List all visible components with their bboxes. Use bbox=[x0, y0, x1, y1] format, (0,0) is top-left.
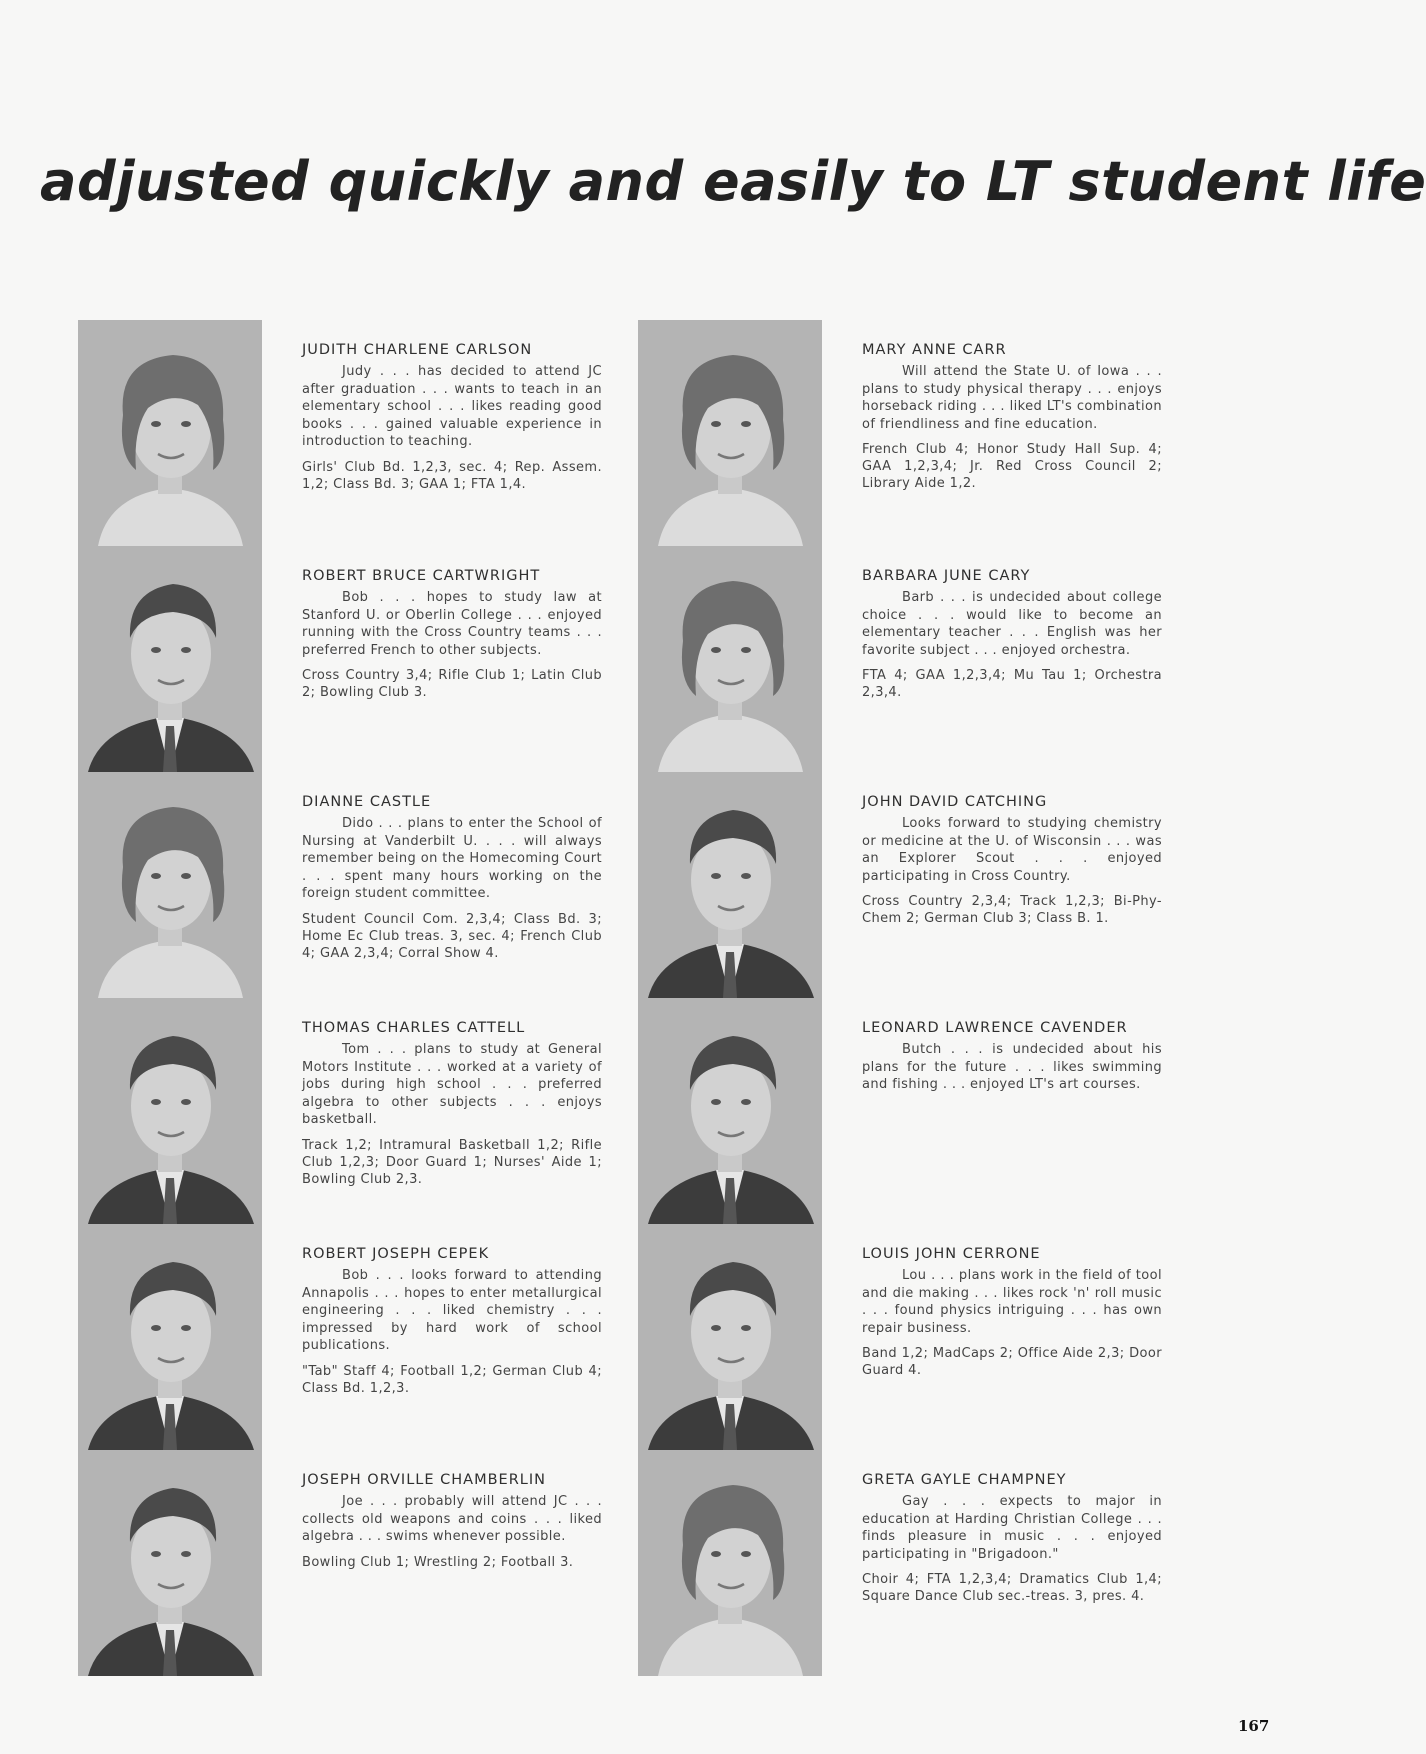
student-info bbox=[302, 568, 602, 701]
student-photo bbox=[78, 1450, 262, 1676]
student-photo bbox=[78, 320, 262, 546]
student-bio: Looks forward to studying chemistry or medicine at the U. of Wisconsin . . . was an Explorer Scout . . . enjoyed participating in Cross Country. bbox=[862, 816, 1162, 884]
student-photo bbox=[638, 546, 822, 772]
student-photo bbox=[78, 772, 262, 998]
right-column bbox=[638, 320, 1178, 1676]
student-name: ROBERT BRUCE CARTWRIGHT bbox=[302, 568, 541, 584]
student-entry bbox=[638, 546, 1178, 772]
student-entry bbox=[638, 772, 1178, 998]
student-entry bbox=[78, 320, 618, 546]
student-name: GRETA GAYLE CHAMPNEY bbox=[862, 1472, 1067, 1488]
student-info bbox=[302, 342, 602, 493]
student-bio: Gay . . . expects to major in education at Harding Christian College . . . finds pleasure in music . . . enjoyed participating in "Brigadoon." bbox=[862, 1494, 1162, 1562]
student-bio: Dido . . . plans to enter the School of Nursing at Vanderbilt U. . . . will always remember being on the Homecoming Court . . . spent many hours working on the foreign student committee. bbox=[302, 816, 602, 901]
student-entry bbox=[78, 1450, 618, 1676]
student-name: THOMAS CHARLES CATTELL bbox=[302, 1020, 526, 1036]
student-activities: "Tab" Staff 4; Football 1,2; German Club 4; Class Bd. 1,2,3. bbox=[302, 1363, 602, 1396]
student-photo bbox=[638, 320, 822, 546]
student-bio: Bob . . . looks forward to attending Annapolis . . . hopes to enter metallurgical engineering . . . liked chemistry . . . impressed by hard work of school publications. bbox=[302, 1268, 602, 1353]
student-entry bbox=[638, 1450, 1178, 1676]
student-bio: Butch . . . is undecided about his plans for the future . . . likes swimming and fishing . . . enjoyed LT's art courses. bbox=[862, 1042, 1162, 1092]
student-entry bbox=[78, 1224, 618, 1450]
student-name: JOHN DAVID CATCHING bbox=[862, 794, 1048, 810]
student-name: LEONARD LAWRENCE CAVENDER bbox=[862, 1020, 1128, 1036]
left-column bbox=[78, 320, 618, 1676]
student-activities: Track 1,2; Intramural Basketball 1,2; Rifle Club 1,2,3; Door Guard 1; Nurses' Aide 1; Bowling Club 2,3. bbox=[302, 1137, 602, 1187]
student-entry bbox=[638, 1224, 1178, 1450]
student-name: JOSEPH ORVILLE CHAMBERLIN bbox=[302, 1472, 546, 1488]
student-name: MARY ANNE CARR bbox=[862, 342, 1007, 358]
student-activities: FTA 4; GAA 1,2,3,4; Mu Tau 1; Orchestra 2,3,4. bbox=[862, 668, 1162, 700]
student-photo bbox=[638, 1450, 822, 1676]
student-name: ROBERT JOSEPH CEPEK bbox=[302, 1246, 490, 1262]
student-name: LOUIS JOHN CERRONE bbox=[862, 1246, 1041, 1262]
student-name: DIANNE CASTLE bbox=[302, 794, 432, 810]
student-bio: Will attend the State U. of Iowa . . . plans to study physical therapy . . . enjoys horseback riding . . . liked LT's combination of friendliness and fine education. bbox=[862, 364, 1162, 432]
student-name: JUDITH CHARLENE CARLSON bbox=[302, 342, 533, 358]
student-info bbox=[302, 1020, 602, 1188]
student-bio: Lou . . . plans work in the field of tool and die making . . . likes rock 'n' roll music . . . found physics intriguing . . . has own repair business. bbox=[862, 1268, 1162, 1336]
student-photo bbox=[78, 546, 262, 772]
page-title: adjusted quickly and easily to LT student life bbox=[40, 150, 1426, 213]
student-info bbox=[302, 1246, 602, 1397]
student-photo bbox=[78, 1224, 262, 1450]
student-activities: Cross Country 3,4; Rifle Club 1; Latin Club 2; Bowling Club 3. bbox=[302, 668, 602, 700]
student-info bbox=[862, 568, 1162, 701]
student-bio: Joe . . . probably will attend JC . . . collects old weapons and coins . . . liked algebra . . . swims whenever possible. bbox=[302, 1494, 602, 1544]
student-activities: Band 1,2; MadCaps 2; Office Aide 2,3; Door Guard 4. bbox=[862, 1346, 1162, 1378]
student-photo bbox=[78, 998, 262, 1224]
student-activities: French Club 4; Honor Study Hall Sup. 4; GAA 1,2,3,4; Jr. Red Cross Council 2; Library Aide 1,2. bbox=[862, 442, 1162, 491]
student-activities: Cross Country 2,3,4; Track 1,2,3; Bi-Phy-Chem 2; German Club 3; Class B. 1. bbox=[862, 894, 1162, 926]
student-photo bbox=[638, 772, 822, 998]
student-name: BARBARA JUNE CARY bbox=[862, 568, 1031, 584]
student-activities: Student Council Com. 2,3,4; Class Bd. 3; Home Ec Club treas. 3, sec. 4; French Club 4; GAA 2,3,4; Corral Show 4. bbox=[302, 911, 602, 961]
student-info bbox=[862, 1472, 1162, 1605]
student-activities: Girls' Club Bd. 1,2,3, sec. 4; Rep. Assem. 1,2; Class Bd. 3; GAA 1; FTA 1,4. bbox=[302, 459, 602, 492]
student-bio: Tom . . . plans to study at General Motors Institute . . . worked at a variety of jobs during high school . . . preferred algebra to other subjects . . . enjoys basketball. bbox=[302, 1042, 602, 1127]
student-bio: Judy . . . has decided to attend JC after graduation . . . wants to teach in an elementary school . . . likes reading good books . . . gained valuable experience in introduction to teaching. bbox=[302, 364, 602, 449]
student-entry bbox=[78, 772, 618, 998]
student-info bbox=[862, 342, 1162, 492]
student-photo bbox=[638, 998, 822, 1224]
student-info bbox=[862, 794, 1162, 927]
student-info bbox=[302, 1472, 602, 1571]
student-info bbox=[862, 1020, 1162, 1102]
student-bio: Bob . . . hopes to study law at Stanford U. or Oberlin College . . . enjoyed running with the Cross Country teams . . . preferred French to other subjects. bbox=[302, 590, 602, 658]
student-entry bbox=[78, 998, 618, 1224]
student-photo bbox=[638, 1224, 822, 1450]
student-activities: Bowling Club 1; Wrestling 2; Football 3. bbox=[302, 1554, 574, 1570]
page-number: 167 bbox=[1238, 1717, 1270, 1735]
student-entry bbox=[638, 998, 1178, 1224]
student-info bbox=[302, 794, 602, 962]
student-bio: Barb . . . is undecided about college choice . . . would like to become an elementary teacher . . . English was her favorite subject . . . enjoyed orchestra. bbox=[862, 590, 1162, 658]
student-entry bbox=[78, 546, 618, 772]
student-activities: Choir 4; FTA 1,2,3,4; Dramatics Club 1,4; Square Dance Club sec.-treas. 3, pres. 4. bbox=[862, 1572, 1162, 1604]
student-info bbox=[862, 1246, 1162, 1379]
student-entry bbox=[638, 320, 1178, 546]
